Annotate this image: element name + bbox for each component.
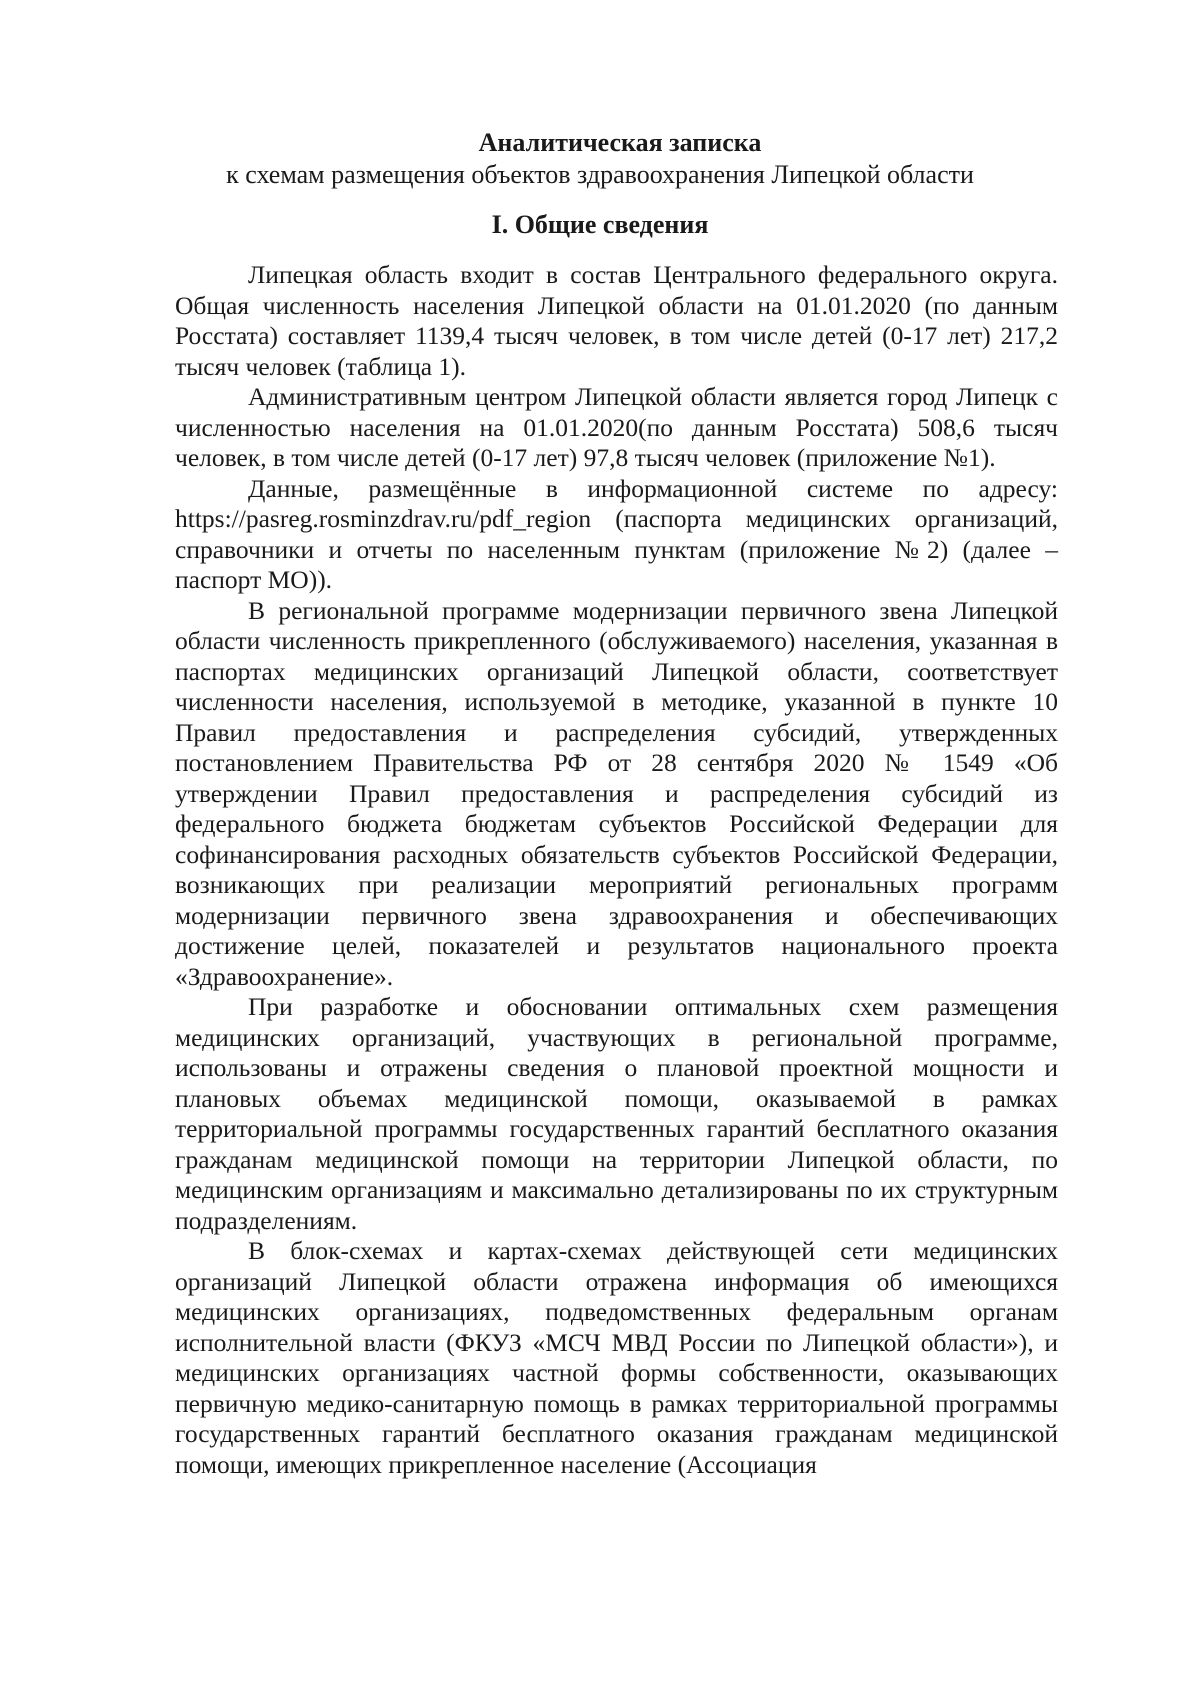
paragraph: При разработке и обосновании оптимальных схем размещения медицинских организаций, участвующих в региональной программе, использованы и отражены сведения о плановой проектной мощности и плановых объемах медицинской помощи, оказываемой в рамках территориальной программы государственных гарантий бесплатного оказания гражданам медицинской помощи на территории Липецкой области, по медицинским организациям и максимально детализированы по их структурным подразделениям. (175, 992, 1058, 1235)
document-body (175, 260, 1058, 1480)
document-subtitle: к схемам размещения объектов здравоохранения Липецкой области (226, 160, 974, 189)
paragraph: Административным центром Липецкой области является город Липецк с численностью населения на 01.01.2020(по данным Росстата) 508,6 тысяч человек, в том числе детей (0-17 лет) 97,8 тысяч человек (приложение №1). (175, 382, 1058, 472)
paragraph: В региональной программе модернизации первичного звена Липецкой области численность прикрепленного (обслуживаемого) населения, указанная в паспортах медицинских организаций Липецкой области, соответствует численности населения, используемой в методике, указанной в пункте 10 Правил предоставления и распределения субсидий, утвержденных постановлением Правительства РФ от 28 сентября 2020 № 1549 «Об утверждении Правил предоставления и распределения субсидий из федерального бюджета бюджетам субъектов Российской Федерации для софинансирования расходных обязательств субъектов Российской Федерации, возникающих при реализации мероприятий региональных программ модернизации первичного звена здравоохранения и обеспечивающих достижение целей, показателей и результатов национального проекта «Здравоохранение». (175, 595, 1058, 991)
paragraph: Липецкая область входит в состав Центрального федерального округа. Общая численность населения Липецкой области на 01.01.2020 (по данным Росстата) составляет 1139,4 тысяч человек, в том числе детей (0-17 лет) 217,2 тысяч человек (таблица 1). (175, 260, 1058, 381)
paragraph: В блок-схемах и картах-схемах действующей сети медицинских организаций Липецкой области отражена информация об имеющихся медицинских организациях, подведомственных федеральным органам исполнительной власти (ФКУЗ «МСЧ МВД России по Липецкой области»), и медицинских организациях частной формы собственности, оказывающих первичную медико-санитарную помощь в рамках территориальной программы государственных гарантий бесплатного оказания гражданам медицинской помощи, имеющих прикрепленное население (Ассоциация (175, 1236, 1058, 1479)
paragraph: Данные, размещённые в информационной системе по адресу: https://pasreg.rosminzdrav.ru/pdf_region (паспорта медицинских организаций, справочники и отчеты по населенным пунктам (приложение №2) (далее – паспорт МО)). (175, 473, 1058, 594)
document-title: Аналитическая записка (478, 128, 762, 157)
section-heading: I. Общие сведения (491, 210, 709, 239)
